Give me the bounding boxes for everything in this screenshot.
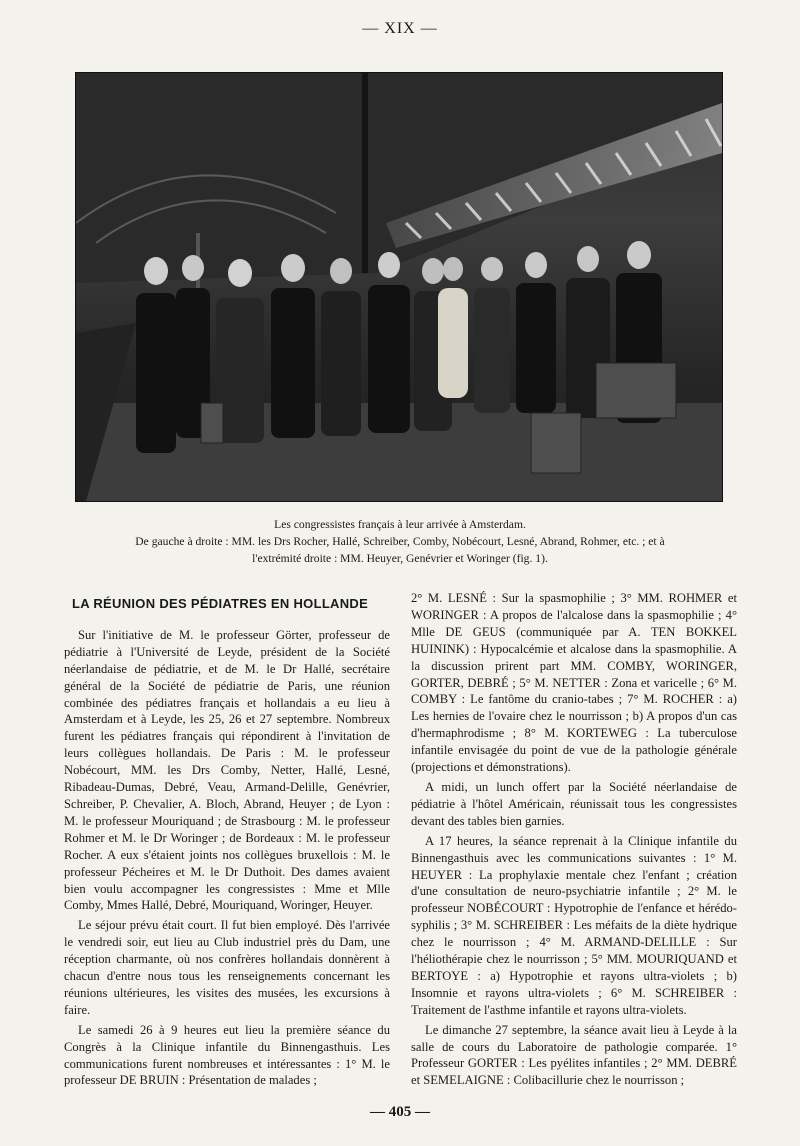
caption-line: l'extrémité droite : MM. Heuyer, Genévrier et Woringer (fig. 1).: [252, 552, 548, 565]
paragraph: A 17 heures, la séance reprenait à la Clinique infantile du Binnengasthuis avec les communications suivantes : 1° M. HEUYER : La prophylaxie mentale chez l'enfant ; création d'une consultation de neuro-psychiatrie infantile ; 2° M. le professeur NOBÉCOURT : Hypotrophie de l'enfance et hérédo-syphilis ; 3° M. SCHREIBER : Les méfaits de la diète hydrique chez le nourrisson ; 4° M. ARMAND-DELILLE : Sur l'héliothérapie chez le nourrisson ; 5° MM. MOURIQUAND et BERTOYE : a) Hypotrophie et rayons ultra-violets ; b) Insomnie et rayons ultra-violets ; 6° M. SCHREIBER : Traitement de l'asthme infantile et rayons ultra-violets.: [411, 833, 737, 1017]
page-number: — 405 —: [370, 1104, 430, 1120]
page-header-roman: — XIX —: [362, 20, 438, 37]
paragraph: Le séjour prévu était court. Il fut bien employé. Dès l'arrivée le vendredi soir, eut lieu au Club industriel près du Dam, une réception charmante, où nos confrères hollandais donnèrent à chacun d'entre nous tous les renseignements concernant les réunions ultérieures, les visites des musées, les excursions à faire.: [64, 918, 390, 1017]
photo-illustration: [76, 73, 722, 501]
paragraph: A midi, un lunch offert par la Société néerlandaise de pédiatrie à l'hôtel Américain, réunissait tous les congressistes devant des tables bien garnies.: [411, 779, 737, 828]
photo-caption: [70, 516, 730, 567]
paragraph: 2° M. LESNÉ : Sur la spasmophilie ; 3° MM. ROHMER et WORINGER : A propos de l'alcalose dans la spasmophilie ; 4° Mlle DE GEUS (communiquée par A. TEN BOKKEL HUININK) : Hypocalcémie et alcalose dans la spasmophilie. A la discussion prirent part MM. COMBY, WORINGER, GORTER, DEBRÉ ; 5° M. NETTER : Zona et varicelle ; 6° M. COMBY : Le fantôme du cranio-tabes ; 7° M. ROCHER : a) Les hernies de l'ovaire chez le nourrisson ; b) A propos d'un cas d'hermaphrodisme ; 8° M. KORTEWEG : La tuberculose infantile envisagée du point de vue de la pathologie générale (projections et démonstrations).: [411, 591, 737, 775]
article-title: LA RÉUNION DES PÉDIATRES EN HOLLANDE: [72, 596, 369, 611]
paragraph: Le dimanche 27 septembre, la séance avait lieu à Leyde à la salle de cours du Laboratoire de pathologie comparée. 1° Professeur GORTER : Les pyélites infantiles ; 2° MM. DEBRÉ et SEMELAIGNE : Colibacillurie chez le nourrisson ;: [411, 1022, 737, 1088]
left-column: [64, 590, 390, 1092]
right-column: [411, 590, 737, 1092]
paragraph: Sur l'initiative de M. le professeur Görter, professeur de pédiatrie à l'Université de Leyde, président de la Société néerlandaise de pédiatrie, et de M. le Dr Hallé, secrétaire général de la Société de pédiatrie de Paris, une réunion combinée des pédiatres français et hollandais a eu lieu à Amsterdam et à Leyde, les 25, 26 et 27 septembre. Nombreux furent les pédiatres français qui répondirent à l'invitation de leurs collègues hollandais. De Paris : M. le professeur Nobécourt, MM. les Drs Comby, Netter, Hallé, Lesné, Ribadeau-Dumas, Debré, Veau, Armand-Delille, Genévrier, Schreiber, P. Chevalier, A. Bloch, Abrand, Heuyer ; de Lyon : M. le professeur Mouriquand ; de Strasbourg : M. le professeur Rohmer et M. le Dr Woringer ; de Bordeaux : M. le professeur Rocher. A eux s'étaient joints nos collègues bruxellois : M. le professeur Pécheires et M. le Dr Duthoit. Des dames avaient bien voulu accompagner les congressistes : Mme et Mlle Comby, Mmes Hallé, Debré, Mouriquand, Woringer, Heuyer.: [64, 627, 390, 913]
group-photograph: [75, 72, 723, 502]
caption-line: Les congressistes français à leur arrivée à Amsterdam.: [274, 518, 526, 531]
paragraph: Le samedi 26 à 9 heures eut lieu la première séance du Congrès à la Clinique infantile du Binnengasthuis. Les communications furent nombreuses et intéressantes : 1° M. le professeur DE BRUIN : Présentation de malades ;: [64, 1022, 390, 1088]
caption-line: De gauche à droite : MM. les Drs Rocher, Hallé, Schreiber, Comby, Nobécourt, Lesné, Abrand, Rohmer, etc. ; et à: [135, 535, 665, 548]
